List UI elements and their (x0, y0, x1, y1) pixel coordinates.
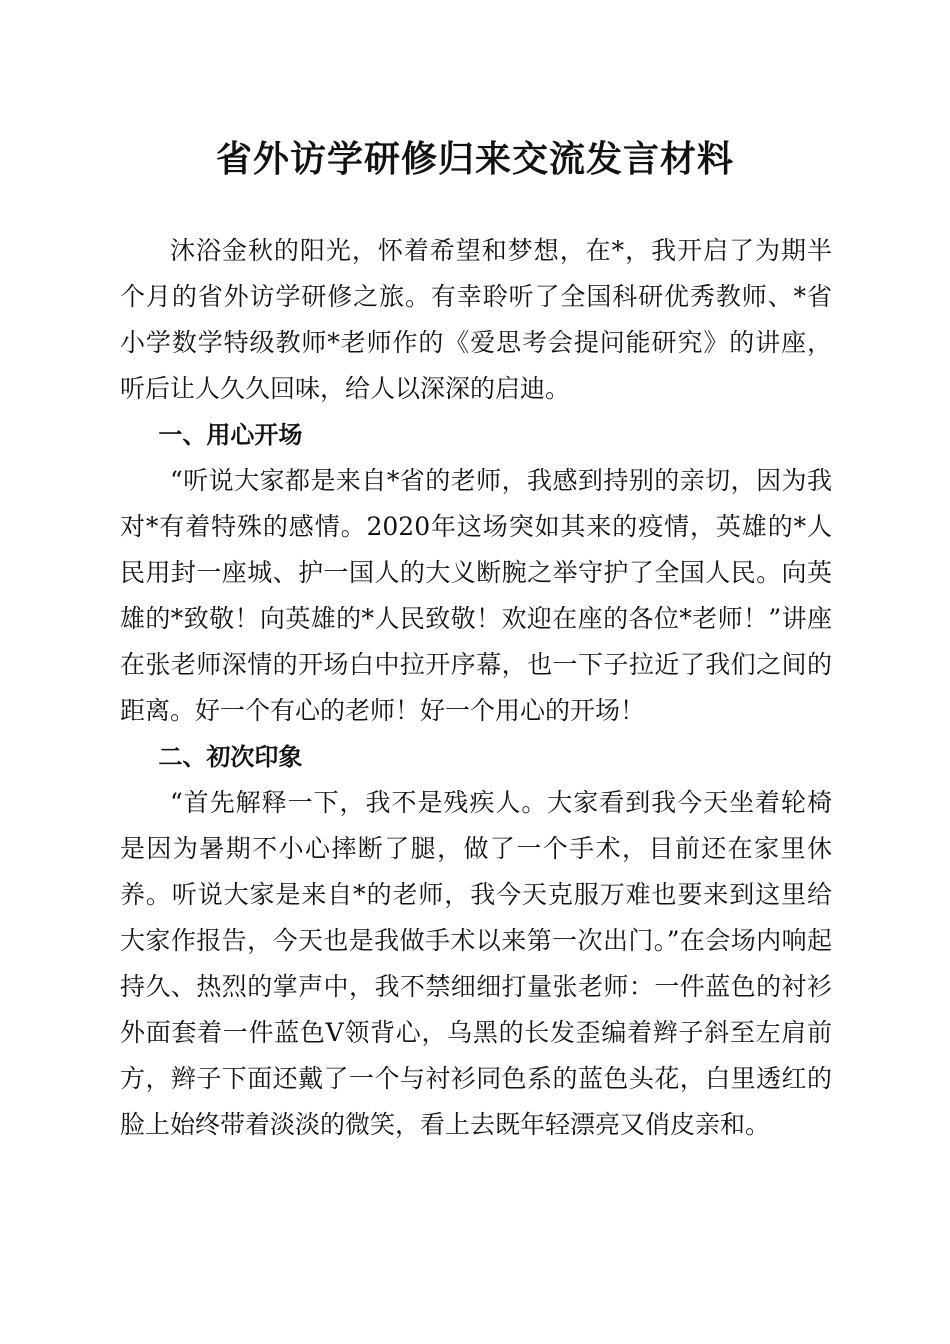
document-title: 省外访学研修归来交流发言材料 (215, 139, 734, 180)
section-2-paragraph: “首先解释一下，我不是残疾人。大家看到我今天坐着轮椅是因为暑期不小心摔断了腿，做了一个手术，目前还在家里休养。听说大家是来自*的老师，我今天克服万难也要来到这里给大家作报告，今天也是我做手术以来第一次出门。”在会场内响起持久、热烈的掌声中，我不禁细细打量张老师：一件蓝色的衬衫外面套着一件蓝色V领背心，乌黑的长发歪编着辫子斜至左肩前方，辫子下面还戴了一个与衬衫同色系的蓝色头花，白里透红的脸上始终带着淡淡的微笑，看上去既年轻漂亮又俏皮亲和。 (120, 788, 832, 1139)
document-body (120, 228, 832, 1148)
section-heading-1: 一、用心开场 (158, 421, 303, 449)
section-heading-2: 二、初次印象 (158, 743, 303, 771)
section-1-paragraph: “听说大家都是来自*省的老师，我感到持别的亲切，因为我对*有着特殊的感情。2020年这场突如其来的疫情，英雄的*人民用封一座城、护一国人的大义断腕之举守护了全国人民。向英雄的*致敬！向英雄的*人民致敬！欢迎在座的各位*老师！”讲座在张老师深情的开场白中拉开序幕，也一下子拉近了我们之间的距离。好一个有心的老师！好一个用心的开场！ (120, 466, 832, 725)
intro-paragraph: 沐浴金秋的阳光，怀着希望和梦想，在*，我开启了为期半个月的省外访学研修之旅。有幸聆听了全国科研优秀教师、*省小学数学特级教师*老师作的《爱思考会提问能研究》的讲座，听后让人久久回味，给人以深深的启迪。 (120, 236, 832, 403)
